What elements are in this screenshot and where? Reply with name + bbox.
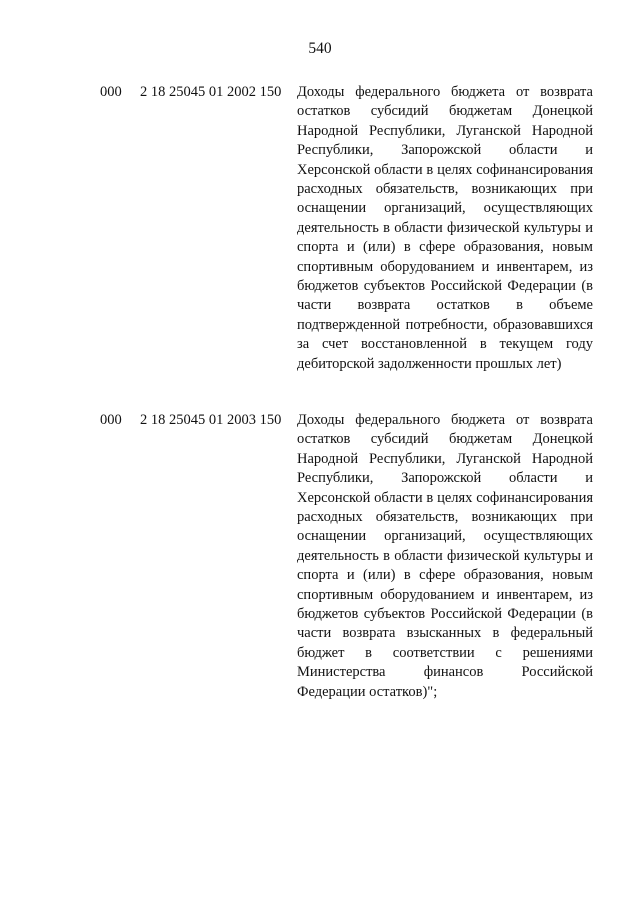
revenue-description: Доходы федерального бюджета от возврата остатков субсидий бюджетам Донецкой Народной Республики, Луганской Народной Республики, Запорожской области и Херсонской области в целях софинансирования расходных обязательств, возникающих при оснащении организаций, осуществляющих деятельность в области физической культуры и спорта и (или) в сфере образования, новым спортивным оборудованием и инвентарем, из бюджетов субъектов Российской Федерации (в части возврата взысканных в федеральный бюджет в соответствии с решениями Министерства финансов Российской Федерации остатков)"; [297,412,593,700]
administrator-code: 000 [100,412,122,428]
page-number: 540 [308,40,332,57]
administrator-code: 000 [100,84,122,100]
budget-classification-code: 2 18 25045 01 2003 150 [140,412,282,428]
revenue-description: Доходы федерального бюджета от возврата остатков субсидий бюджетам Донецкой Народной Республики, Луганской Народной Республики, Запорожской области и Херсонской области в целях софинансирования расходных обязательств, возникающих при оснащении организаций, осуществляющих деятельность в области физической культуры и спорта и (или) в сфере образования, новым спортивным оборудованием и инвентарем, из бюджетов субъектов Российской Федерации (в части возврата остатков в объеме подтвержденной потребности, образовавшихся за счет восстановленной в текущем году дебиторской задолженности прошлых лет) [297,84,593,372]
budget-classification-code: 2 18 25045 01 2002 150 [140,84,282,100]
